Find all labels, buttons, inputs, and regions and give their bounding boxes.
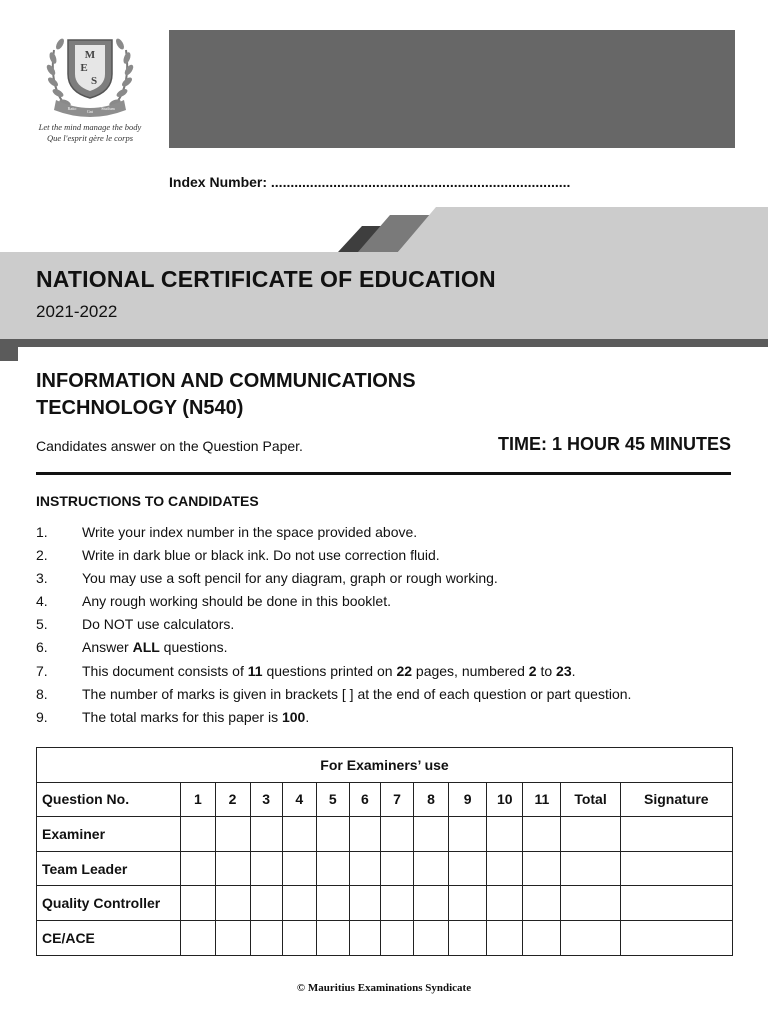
instruction-fragment: questions printed on <box>262 662 397 679</box>
instruction-fragment: This document consists of <box>82 662 248 679</box>
instruction-item <box>36 707 631 730</box>
table-row <box>37 851 733 886</box>
instruction-fragment: . <box>571 662 576 679</box>
column-header: 3 <box>250 782 282 817</box>
mark-cell[interactable] <box>449 851 487 886</box>
question-no-label: Question No. <box>37 782 181 817</box>
instruction-emphasis: 22 <box>396 662 413 679</box>
table-row <box>37 920 733 955</box>
instruction-fragment: The total marks for this paper is <box>82 708 282 725</box>
mark-cell[interactable] <box>449 817 487 852</box>
mark-cell[interactable] <box>380 851 413 886</box>
instruction-number: 2. <box>36 547 48 564</box>
instruction-text <box>82 591 391 614</box>
instruction-text <box>82 707 309 730</box>
instruction-fragment: Do NOT use calculators. <box>82 616 235 633</box>
mark-cell[interactable] <box>282 886 316 921</box>
mark-cell[interactable] <box>487 886 523 921</box>
instruction-emphasis: 2 <box>528 662 537 679</box>
mark-cell[interactable] <box>380 920 413 955</box>
instruction-fragment: pages, numbered <box>412 662 529 679</box>
row-label: Team Leader <box>37 851 181 886</box>
instruction-item <box>36 522 631 545</box>
column-header: 5 <box>316 782 349 817</box>
mark-cell[interactable] <box>620 817 732 852</box>
instruction-text <box>82 661 576 684</box>
instruction-fragment: You may use a soft pencil for any diagram, graph or rough working. <box>82 570 498 587</box>
column-header: 2 <box>215 782 250 817</box>
instruction-fragment: Write your index number in the space provided above. <box>82 524 418 540</box>
svg-text:Studium: Studium <box>101 106 115 111</box>
copyright-footer: © Mauritius Examinations Syndicate <box>296 982 472 994</box>
mark-cell[interactable] <box>181 851 215 886</box>
instruction-number: 9. <box>36 708 48 725</box>
exam-duration: TIME: 1 HOUR 45 MINUTES <box>497 434 731 454</box>
instruction-fragment: to <box>536 662 557 679</box>
instruction-fragment: . <box>305 708 310 725</box>
mark-cell[interactable] <box>181 817 215 852</box>
column-header: Signature <box>620 782 732 817</box>
instruction-emphasis: 23 <box>556 662 572 679</box>
mark-cell[interactable] <box>523 851 561 886</box>
instruction-number: 5. <box>36 616 48 633</box>
instruction-item <box>36 637 631 660</box>
column-header: 4 <box>282 782 316 817</box>
instruction-item <box>36 568 631 591</box>
mark-cell[interactable] <box>349 886 380 921</box>
table-caption: For Examiners’ use <box>37 748 733 783</box>
instruction-text <box>82 568 498 591</box>
mark-cell[interactable] <box>349 920 380 955</box>
column-header: 11 <box>523 782 561 817</box>
instruction-number: 4. <box>36 593 48 610</box>
motto <box>30 122 150 144</box>
column-header: 8 <box>414 782 449 817</box>
subject-line-1: INFORMATION AND COMMUNICATIONS <box>36 370 416 392</box>
instruction-fragment: Any rough working should be done in this booklet. <box>82 593 391 610</box>
row-label: CE/ACE <box>37 920 181 955</box>
mark-cell[interactable] <box>250 886 282 921</box>
instructions-heading: INSTRUCTIONS TO CANDIDATES <box>36 493 259 509</box>
mark-cell[interactable] <box>523 886 561 921</box>
mark-cell[interactable] <box>561 886 620 921</box>
column-header: 9 <box>449 782 487 817</box>
instruction-fragment: questions. <box>159 639 228 656</box>
laurel-crest-icon <box>42 28 138 122</box>
mark-cell[interactable] <box>449 920 487 955</box>
mes-logo <box>30 28 150 153</box>
mark-cell[interactable] <box>215 920 250 955</box>
instruction-fragment: The number of marks is given in brackets [ ] at the end of each question or part question. <box>82 685 632 702</box>
instruction-fragment: Write in dark blue or black ink. Do not use correction fluid. <box>82 547 440 564</box>
instruction-number: 3. <box>36 570 48 587</box>
instruction-number: 6. <box>36 639 48 656</box>
row-label: Quality Controller <box>37 886 181 921</box>
mark-cell[interactable] <box>523 817 561 852</box>
mark-cell[interactable] <box>250 851 282 886</box>
row-label: Examiner <box>37 817 181 852</box>
mark-cell[interactable] <box>487 817 523 852</box>
column-header: 10 <box>487 782 523 817</box>
instruction-emphasis: ALL <box>132 639 160 656</box>
mark-cell[interactable] <box>561 817 620 852</box>
svg-text:Gnt: Gnt <box>87 109 93 114</box>
mark-cell[interactable] <box>380 886 413 921</box>
mark-cell[interactable] <box>349 851 380 886</box>
instruction-text <box>82 522 417 545</box>
subject-title <box>36 368 636 422</box>
mark-cell[interactable] <box>380 817 413 852</box>
mark-cell[interactable] <box>282 851 316 886</box>
instructions-list <box>36 522 631 730</box>
motto-french: Que l'esprit gère le corps <box>46 133 133 143</box>
instruction-number: 7. <box>36 662 48 679</box>
mark-cell[interactable] <box>215 886 250 921</box>
mark-cell[interactable] <box>215 817 250 852</box>
mark-cell[interactable] <box>316 851 349 886</box>
mark-cell[interactable] <box>414 886 449 921</box>
mark-cell[interactable] <box>316 920 349 955</box>
instruction-item <box>36 684 631 707</box>
instruction-number: 1. <box>36 524 48 540</box>
instruction-item <box>36 661 631 684</box>
svg-text:E: E <box>80 62 88 74</box>
mark-cell[interactable] <box>561 851 620 886</box>
mark-cell[interactable] <box>250 920 282 955</box>
mark-cell[interactable] <box>487 920 523 955</box>
mark-cell[interactable] <box>620 886 732 921</box>
mark-cell[interactable] <box>181 920 215 955</box>
svg-text:M: M <box>84 49 96 61</box>
index-number-field[interactable]: Index Number: ............................................................................. <box>169 174 571 190</box>
instruction-text <box>82 637 228 660</box>
table-row <box>37 817 733 852</box>
column-header: Total <box>561 782 620 817</box>
motto-english: Let the mind manage the body <box>38 122 142 132</box>
instruction-item <box>36 591 631 614</box>
mark-cell[interactable] <box>282 920 316 955</box>
mark-cell[interactable] <box>414 817 449 852</box>
mark-cell[interactable] <box>523 920 561 955</box>
instruction-emphasis: 100 <box>281 708 306 725</box>
mark-cell[interactable] <box>620 851 732 886</box>
exam-title: NATIONAL CERTIFICATE OF EDUCATION <box>36 266 496 292</box>
mark-cell[interactable] <box>414 851 449 886</box>
mark-cell[interactable] <box>181 886 215 921</box>
mark-cell[interactable] <box>316 886 349 921</box>
mark-cell[interactable] <box>349 817 380 852</box>
mark-cell[interactable] <box>620 920 732 955</box>
mark-cell[interactable] <box>414 920 449 955</box>
answer-instruction: Candidates answer on the Question Paper. <box>36 438 303 454</box>
instruction-item <box>36 614 631 637</box>
mark-cell[interactable] <box>449 886 487 921</box>
instruction-text <box>82 614 234 637</box>
mark-cell[interactable] <box>487 851 523 886</box>
mark-cell[interactable] <box>282 817 316 852</box>
column-header: 1 <box>181 782 215 817</box>
subject-line-2: TECHNOLOGY (N540) <box>36 397 244 419</box>
mark-cell[interactable] <box>250 817 282 852</box>
mark-cell[interactable] <box>561 920 620 955</box>
examiners-table <box>36 747 733 956</box>
instruction-text <box>82 684 631 707</box>
instruction-text <box>82 545 440 568</box>
exam-years: 2021-2022 <box>36 302 118 321</box>
divider <box>36 472 731 475</box>
mark-cell[interactable] <box>316 817 349 852</box>
instruction-number: 8. <box>36 685 48 702</box>
column-header: 6 <box>349 782 380 817</box>
mark-cell[interactable] <box>215 851 250 886</box>
column-header: 7 <box>380 782 413 817</box>
redacted-area <box>169 30 735 148</box>
svg-text:S: S <box>90 75 98 87</box>
table-row <box>37 886 733 921</box>
svg-text:Ratio: Ratio <box>67 106 77 111</box>
instruction-emphasis: 11 <box>247 662 263 679</box>
instruction-item <box>36 545 631 568</box>
instruction-fragment: Answer <box>82 639 133 656</box>
